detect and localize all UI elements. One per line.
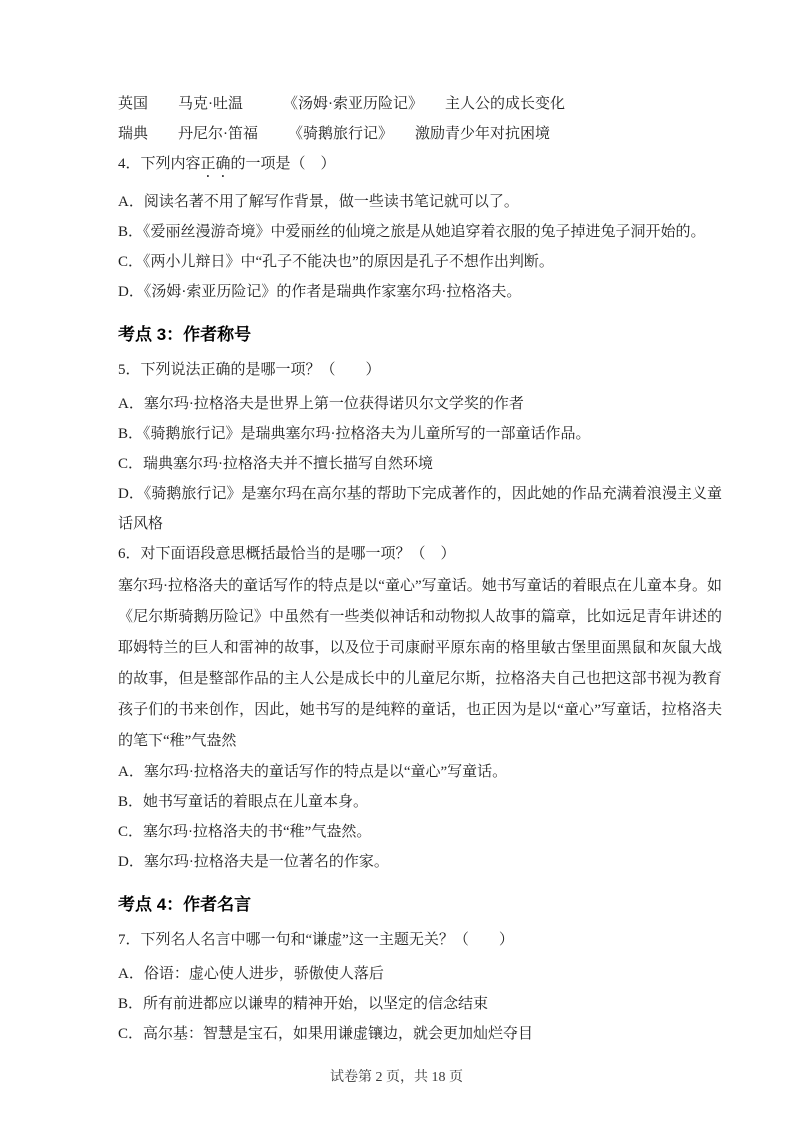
cell-author: 马克·吐温 — [178, 96, 243, 112]
question-4-options — [118, 187, 722, 307]
section-heading-3: 考点 3：作者称号 — [118, 325, 252, 344]
question-7 — [118, 925, 722, 1049]
question-6 — [118, 539, 722, 877]
question-6-options — [118, 757, 722, 877]
option-d: D．《汤姆·索亚历险记》的作者是瑞典作家塞尔玛·拉格洛夫。 — [118, 284, 522, 300]
option-b: B．所有前进都应以谦卑的精神开始，以坚定的信念结束 — [118, 996, 489, 1012]
page-number-footer: 试卷第 2 页，共 18 页 — [330, 1070, 463, 1085]
cell-author: 丹尼尔·笛福 — [178, 126, 258, 142]
section-heading-4: 考点 4：作者名言 — [118, 895, 252, 914]
option-c: C．《两小儿辩日》中“孔子不能决也”的原因是孔子不想作出判断。 — [118, 254, 554, 270]
option-c: C．塞尔玛·拉格洛夫的书“稚”气盎然。 — [118, 824, 372, 840]
question-4 — [118, 149, 722, 307]
question-5-options — [118, 389, 722, 539]
cell-note: 激励青少年对抗困境 — [415, 126, 551, 142]
option-b: B．她书写童话的着眼点在儿童本身。 — [118, 794, 369, 810]
table-row — [118, 89, 722, 119]
question-5-stem: 5．下列说法正确的是哪一项？（ ） — [118, 362, 381, 378]
question-4-stem — [118, 149, 722, 181]
table-row — [118, 119, 722, 149]
question-6-passage: 塞尔玛·拉格洛夫的童话写作的特点是以“童心”写童话。她书写童话的着眼点在儿童本身。如《尼尔斯骑鹅历险记》中虽然有一些类似神话和动物拟人故事的篇章，比如远足青年讲述的耶姆特兰的巨人和雷神的故事，以及位于司康耐平原东南的格里敏古堡里面黑鼠和灰鼠大战的故事，但是整部作品的主人公是成长中的儿童尼尔斯，拉格洛夫自己也把这部书视为教育孩子们的书来创作，因此，她书写的是纯粹的童话，也正因为是以“童心”写童话，拉格洛夫的笔下“稚”气盎然 — [118, 578, 722, 749]
option-a: A．阅读名著不用了解写作背景，做一些读书笔记就可以了。 — [118, 194, 519, 210]
question-6-stem: 6．对下面语段意思概括最恰当的是哪一项？（ ） — [118, 546, 456, 562]
question-7-stem: 7．下列名人名言中哪一句和“谦虚”这一主题无关？（ ） — [118, 932, 514, 948]
option-d: D．塞尔玛·拉格洛夫是一位著名的作家。 — [118, 854, 389, 870]
option-a: A．俗语：虚心使人进步，骄傲使人落后 — [118, 966, 384, 982]
question-4-stem-post: 的一项是（ ） — [230, 156, 336, 172]
question-5 — [118, 355, 722, 539]
option-a: A．塞尔玛·拉格洛夫的童话写作的特点是以“童心”写童话。 — [118, 764, 508, 780]
option-d: D．《骑鹅旅行记》是塞尔玛在高尔基的帮助下完成著作的，因此她的作品充满着浪漫主义童话风格 — [118, 486, 722, 532]
cell-work: 《骑鹅旅行记》 — [288, 126, 394, 142]
cell-country: 瑞典 — [118, 126, 149, 142]
option-c: C．高尔基：智慧是宝石，如果用谦虚镶边，就会更加灿烂夺目 — [118, 1026, 534, 1042]
cell-note: 主人公的成长变化 — [445, 96, 566, 112]
question-4-stem-emphasis: 正确 — [200, 156, 231, 172]
option-a: A．塞尔玛·拉格洛夫是世界上第一位获得诺贝尔文学奖的作者 — [118, 396, 524, 412]
cell-country: 英国 — [118, 96, 149, 112]
cell-work: 《汤姆·索亚历险记》 — [283, 96, 423, 112]
question-7-options — [118, 959, 722, 1049]
option-b: B．《骑鹅旅行记》是瑞典塞尔玛·拉格洛夫为儿童所写的一部童话作品。 — [118, 426, 591, 442]
option-c: C．瑞典塞尔玛·拉格洛夫并不擅长描写自然环境 — [118, 456, 434, 472]
option-b: B．《爱丽丝漫游奇境》中爱丽丝的仙境之旅是从她追穿着衣服的兔子掉进兔子洞开始的。 — [118, 224, 706, 240]
question-4-stem-pre: 4．下列内容 — [118, 156, 201, 172]
